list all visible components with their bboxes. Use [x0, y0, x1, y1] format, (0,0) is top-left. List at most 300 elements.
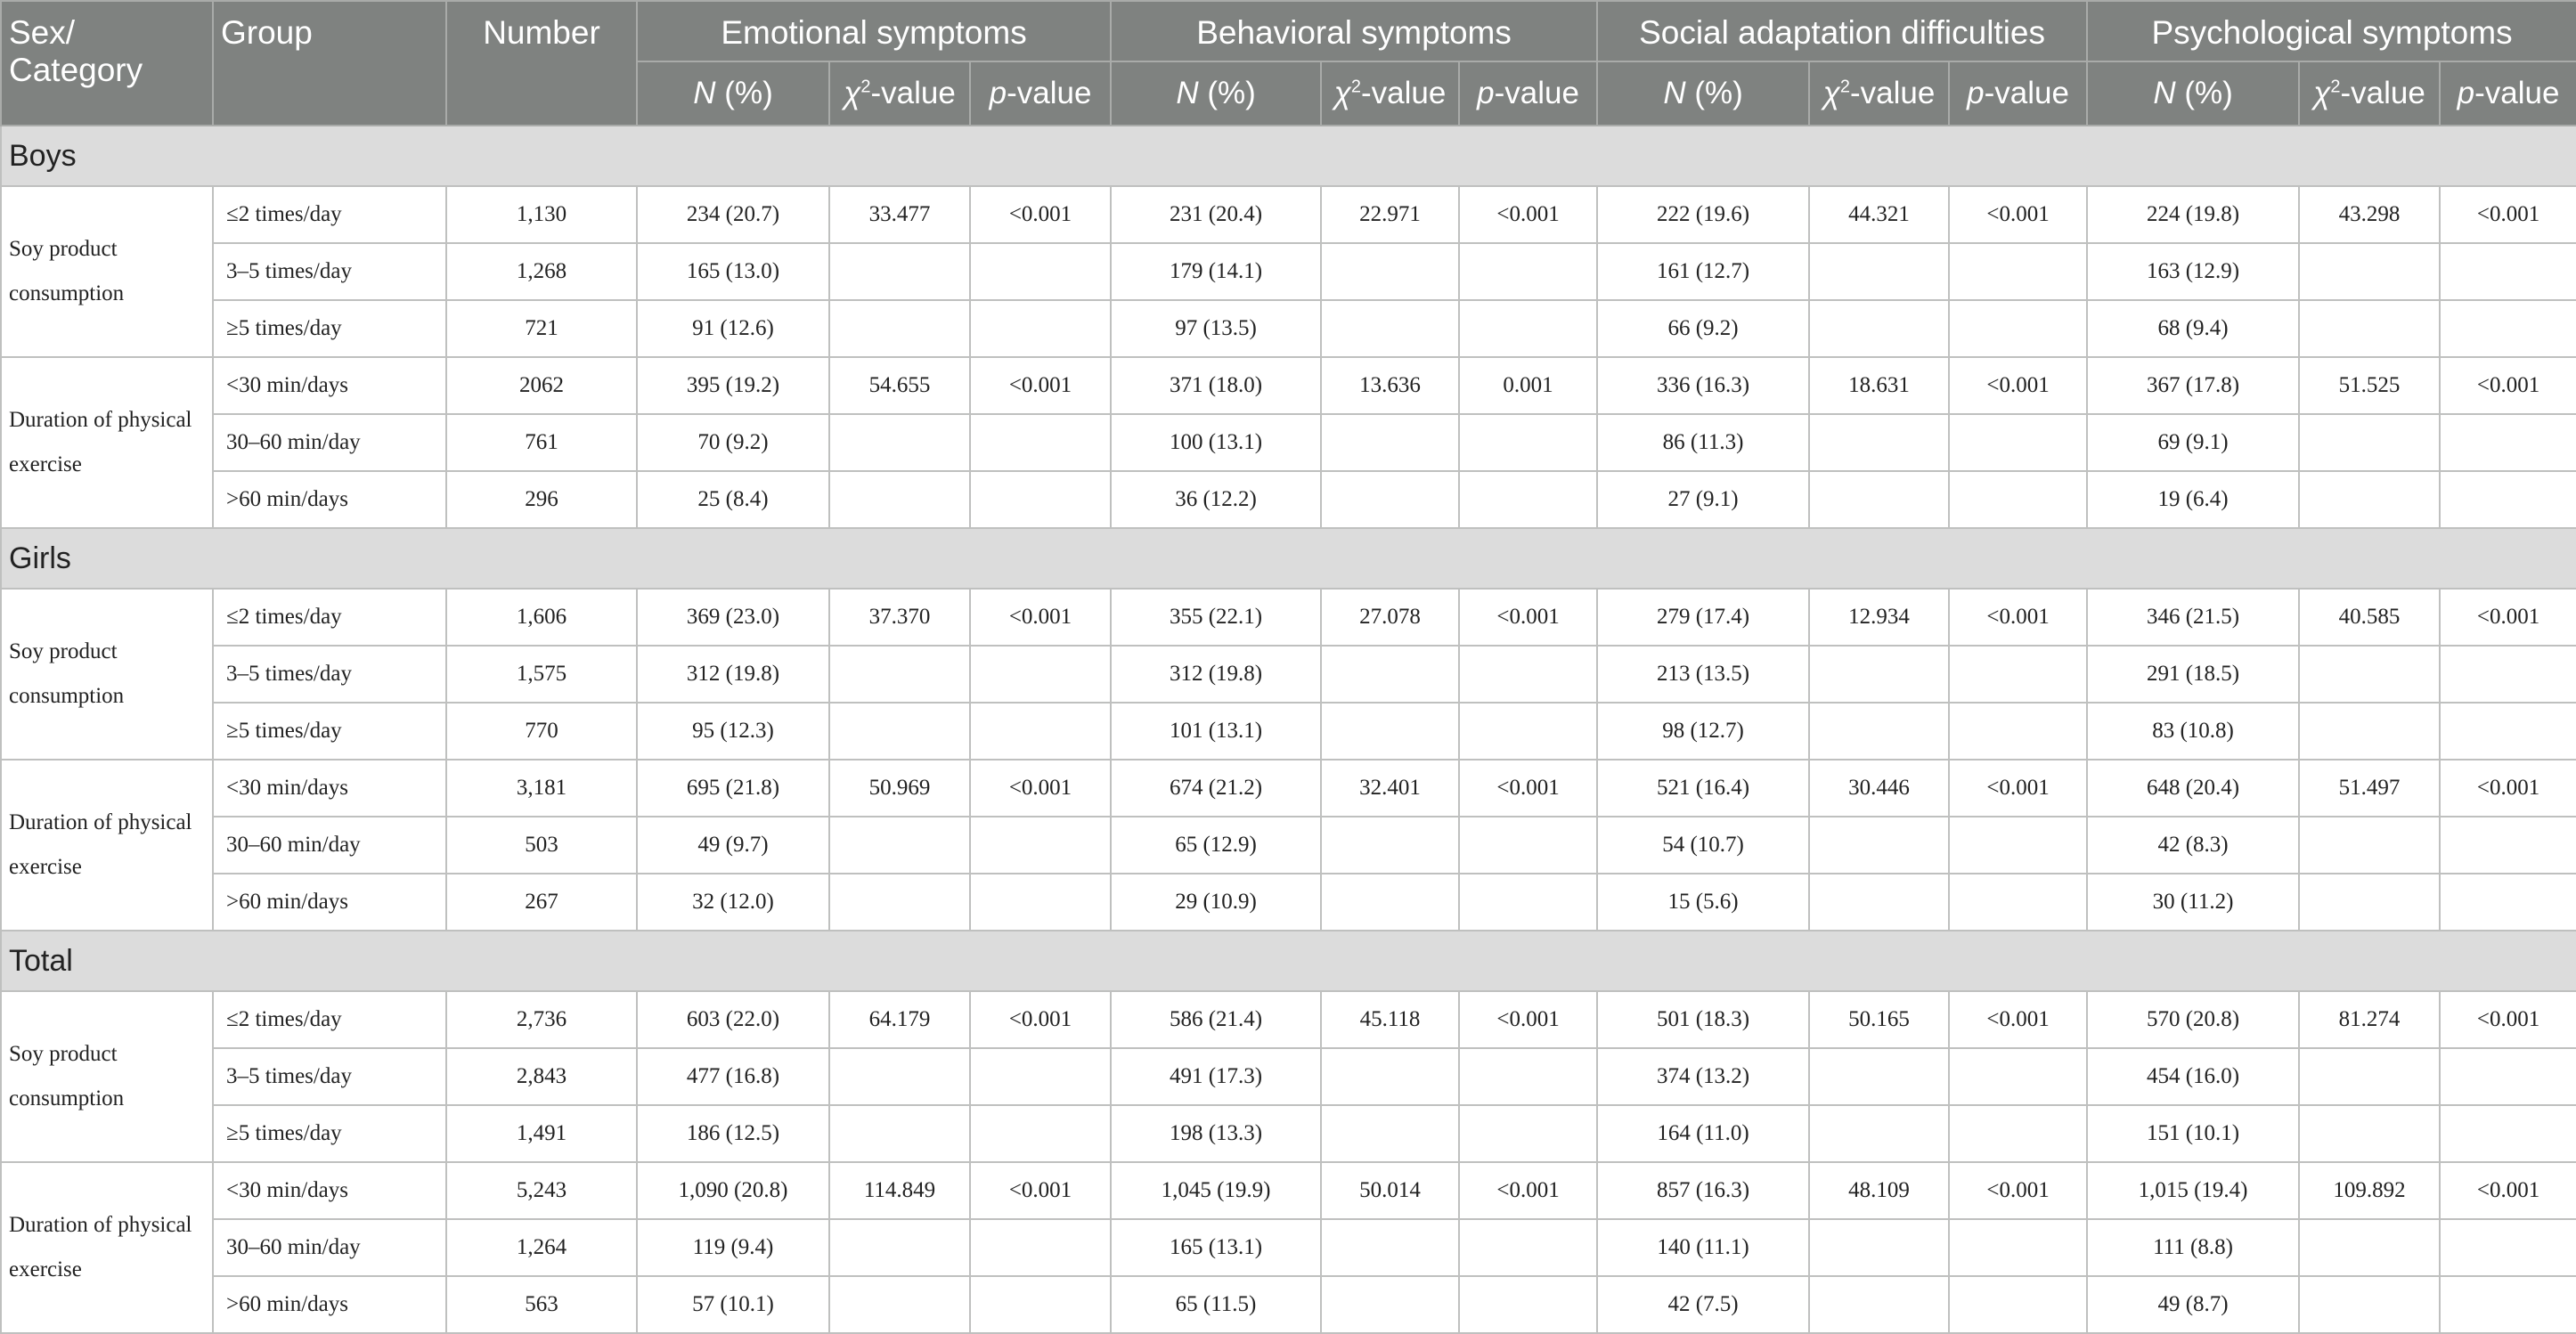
chi-square-cell: [1321, 703, 1459, 760]
chi-square-cell: [2299, 874, 2440, 931]
number-cell: 1,264: [446, 1219, 637, 1276]
p-value-cell: <0.001: [970, 186, 1111, 243]
n-percent-cell: 222 (19.6): [1597, 186, 1809, 243]
table-row: [1, 471, 2576, 528]
group-cell: 30–60 min/day: [213, 817, 446, 874]
p-value-cell: [1459, 243, 1597, 300]
n-percent-cell: 291 (18.5): [2087, 646, 2299, 703]
p-value-cell: [2440, 300, 2576, 357]
chi-square-cell: [829, 414, 970, 471]
group-cell: ≥5 times/day: [213, 1105, 446, 1162]
n-percent-cell: 95 (12.3): [637, 703, 829, 760]
chi-square-cell: 44.321: [1809, 186, 1949, 243]
category-cell: Soy product consumption: [1, 589, 213, 760]
n-percent-cell: 65 (12.9): [1111, 817, 1321, 874]
section-label: Girls: [1, 528, 2576, 589]
p-letter: p: [2457, 76, 2475, 110]
number-cell: 267: [446, 874, 637, 931]
p-value-cell: <0.001: [1949, 186, 2087, 243]
number-cell: 721: [446, 300, 637, 357]
category-cell: Duration of physical exercise: [1, 760, 213, 931]
table-row: [1, 874, 2576, 931]
n-percent-cell: 231 (20.4): [1111, 186, 1321, 243]
chi-square-cell: 114.849: [829, 1162, 970, 1219]
n-percent-cell: 57 (10.1): [637, 1276, 829, 1333]
group-cell: 3–5 times/day: [213, 1048, 446, 1105]
p-value-cell: [1459, 471, 1597, 528]
p-value-cell: [970, 817, 1111, 874]
p-suffix: -value: [2474, 76, 2560, 110]
chi-square-cell: [2299, 646, 2440, 703]
header-outcome-psychological: Psychological symptoms: [2087, 1, 2576, 61]
table-row: [1, 243, 2576, 300]
chi-square-cell: [1321, 471, 1459, 528]
chi-square-cell: [1809, 817, 1949, 874]
section-row: [1, 528, 2576, 589]
chi-square-cell: [1321, 1105, 1459, 1162]
number-cell: 2,736: [446, 991, 637, 1048]
n-percent-cell: 111 (8.8): [2087, 1219, 2299, 1276]
p-value-cell: [2440, 471, 2576, 528]
chi-square-cell: [1809, 1105, 1949, 1162]
n-percent-cell: 279 (17.4): [1597, 589, 1809, 646]
table-row: [1, 991, 2576, 1048]
chi-square-cell: 37.370: [829, 589, 970, 646]
n-percent-cell: 32 (12.0): [637, 874, 829, 931]
chi-superscript: 2: [2330, 77, 2341, 97]
table-row: [1, 1219, 2576, 1276]
n-percent-cell: 1,090 (20.8): [637, 1162, 829, 1219]
group-cell: >60 min/days: [213, 874, 446, 931]
table-row: [1, 817, 2576, 874]
n-percent-cell: 119 (9.4): [637, 1219, 829, 1276]
chi-square-cell: [1809, 703, 1949, 760]
subheader-p-value: [1949, 61, 2087, 126]
p-letter: p: [989, 76, 1007, 110]
number-cell: 2062: [446, 357, 637, 414]
chi-suffix: -value: [870, 76, 956, 110]
p-value-cell: [970, 471, 1111, 528]
p-value-cell: [1459, 1219, 1597, 1276]
chi-square-cell: [1809, 471, 1949, 528]
n-percent-cell: 695 (21.8): [637, 760, 829, 817]
chi-square-cell: [829, 1105, 970, 1162]
n-percent-cell: 161 (12.7): [1597, 243, 1809, 300]
p-value-cell: [970, 703, 1111, 760]
chi-square-cell: [1809, 300, 1949, 357]
p-value-cell: [2440, 243, 2576, 300]
table-body: [1, 126, 2576, 1333]
header-outcome-emotional: Emotional symptoms: [637, 1, 1111, 61]
n-percent-cell: 163 (12.9): [2087, 243, 2299, 300]
chi-square-cell: [2299, 1105, 2440, 1162]
chi-square-cell: 48.109: [1809, 1162, 1949, 1219]
chi-suffix: -value: [1850, 76, 1936, 110]
n-percent-cell: 29 (10.9): [1111, 874, 1321, 931]
n-percent-cell: 54 (10.7): [1597, 817, 1809, 874]
table-row: [1, 186, 2576, 243]
number-cell: 770: [446, 703, 637, 760]
p-value-cell: <0.001: [1949, 991, 2087, 1048]
p-value-cell: [1459, 874, 1597, 931]
n-percent-cell: 165 (13.0): [637, 243, 829, 300]
p-letter: p: [1967, 76, 1985, 110]
chi-square-cell: [1321, 646, 1459, 703]
p-value-cell: [1949, 703, 2087, 760]
group-cell: >60 min/days: [213, 471, 446, 528]
n-percent-cell: 83 (10.8): [2087, 703, 2299, 760]
p-value-cell: [2440, 646, 2576, 703]
n-percent-cell: 186 (12.5): [637, 1105, 829, 1162]
p-value-cell: <0.001: [1459, 760, 1597, 817]
chi-square-cell: 50.014: [1321, 1162, 1459, 1219]
number-cell: 761: [446, 414, 637, 471]
p-value-cell: [2440, 1276, 2576, 1333]
subheader-chi-square: [2299, 61, 2440, 126]
subheader-p-value: [970, 61, 1111, 126]
group-cell: <30 min/days: [213, 1162, 446, 1219]
n-percent-cell: 70 (9.2): [637, 414, 829, 471]
n-percent-cell: 1,015 (19.4): [2087, 1162, 2299, 1219]
n-percent-cell: 477 (16.8): [637, 1048, 829, 1105]
p-value-cell: [1949, 414, 2087, 471]
p-value-cell: [1459, 817, 1597, 874]
table-row: [1, 646, 2576, 703]
n-percent-cell: 1,045 (19.9): [1111, 1162, 1321, 1219]
p-value-cell: [2440, 1219, 2576, 1276]
subheader-chi-symbol: [1823, 76, 1850, 110]
chi-square-cell: 50.969: [829, 760, 970, 817]
chi-square-cell: 30.446: [1809, 760, 1949, 817]
group-cell: 30–60 min/day: [213, 414, 446, 471]
n-percent-cell: 336 (16.3): [1597, 357, 1809, 414]
table-row: [1, 414, 2576, 471]
table-row: [1, 357, 2576, 414]
chi-square-cell: [829, 703, 970, 760]
p-value-cell: [2440, 703, 2576, 760]
n-percent-cell: 30 (11.2): [2087, 874, 2299, 931]
chi-square-cell: 51.497: [2299, 760, 2440, 817]
chi-square-cell: 50.165: [1809, 991, 1949, 1048]
p-value-cell: [1949, 1219, 2087, 1276]
p-value-cell: <0.001: [2440, 760, 2576, 817]
n-percent-cell: 97 (13.5): [1111, 300, 1321, 357]
n-percent-cell: 857 (16.3): [1597, 1162, 1809, 1219]
p-value-cell: [1949, 471, 2087, 528]
table-row: [1, 1276, 2576, 1333]
p-value-cell: [970, 1048, 1111, 1105]
chi-suffix: -value: [2340, 76, 2425, 110]
n-percent-cell: 234 (20.7): [637, 186, 829, 243]
chi-square-cell: [1809, 1048, 1949, 1105]
p-value-cell: [1459, 1048, 1597, 1105]
subheader-chi-symbol: [1334, 76, 1361, 110]
p-value-cell: <0.001: [1459, 991, 1597, 1048]
p-value-cell: [1949, 300, 2087, 357]
subheader-chi-symbol: [2313, 76, 2340, 110]
n-percent-cell: 164 (11.0): [1597, 1105, 1809, 1162]
n-percent-cell: 674 (21.2): [1111, 760, 1321, 817]
n-percent-cell: 140 (11.1): [1597, 1219, 1809, 1276]
p-value-cell: [1949, 243, 2087, 300]
n-percent-cell: 66 (9.2): [1597, 300, 1809, 357]
chi-square-cell: [829, 1276, 970, 1333]
p-value-cell: [1949, 1048, 2087, 1105]
n-percent-cell: 165 (13.1): [1111, 1219, 1321, 1276]
subheader-chi-square: [1809, 61, 1949, 126]
section-row: [1, 126, 2576, 186]
subheader-n-percent: [1111, 61, 1321, 126]
p-value-cell: [2440, 1048, 2576, 1105]
chi-square-cell: [1809, 414, 1949, 471]
p-value-cell: [970, 1276, 1111, 1333]
n-percent-cell: 586 (21.4): [1111, 991, 1321, 1048]
chi-square-cell: [829, 817, 970, 874]
p-value-cell: <0.001: [2440, 357, 2576, 414]
p-value-cell: [1459, 646, 1597, 703]
subheader-p-value: [1459, 61, 1597, 126]
table-row: [1, 760, 2576, 817]
chi-letter: χ: [1333, 76, 1351, 110]
chi-square-cell: 64.179: [829, 991, 970, 1048]
chi-square-cell: [829, 1048, 970, 1105]
header-sex-category: Sex/ Category: [1, 1, 213, 126]
chi-square-cell: [2299, 243, 2440, 300]
n-percent-cell: 374 (13.2): [1597, 1048, 1809, 1105]
p-value-cell: <0.001: [970, 357, 1111, 414]
table-row: [1, 589, 2576, 646]
chi-square-cell: 18.631: [1809, 357, 1949, 414]
p-value-cell: <0.001: [970, 589, 1111, 646]
subheader-chi-square: [1321, 61, 1459, 126]
n-percent-cell: 86 (11.3): [1597, 414, 1809, 471]
chi-square-cell: 43.298: [2299, 186, 2440, 243]
p-value-cell: [1459, 300, 1597, 357]
n-percent-cell: 367 (17.8): [2087, 357, 2299, 414]
chi-square-cell: 81.274: [2299, 991, 2440, 1048]
n-percent-cell: 570 (20.8): [2087, 991, 2299, 1048]
number-cell: 1,491: [446, 1105, 637, 1162]
header-outcome-social: Social adaptation difficulties: [1597, 1, 2087, 61]
chi-square-cell: [2299, 817, 2440, 874]
n-percent-cell: 521 (16.4): [1597, 760, 1809, 817]
chi-square-cell: [1809, 1276, 1949, 1333]
number-cell: 503: [446, 817, 637, 874]
p-value-cell: <0.001: [2440, 186, 2576, 243]
chi-square-cell: [2299, 1048, 2440, 1105]
n-percent-cell: 42 (8.3): [2087, 817, 2299, 874]
number-cell: 3,181: [446, 760, 637, 817]
group-cell: <30 min/days: [213, 357, 446, 414]
n-percent-cell: 91 (12.6): [637, 300, 829, 357]
n-percent-cell: 100 (13.1): [1111, 414, 1321, 471]
subheader-n: N: [1663, 76, 1686, 110]
n-percent-cell: 224 (19.8): [2087, 186, 2299, 243]
p-value-cell: 0.001: [1459, 357, 1597, 414]
p-value-cell: <0.001: [2440, 1162, 2576, 1219]
group-cell: ≤2 times/day: [213, 589, 446, 646]
chi-superscript: 2: [1350, 77, 1361, 97]
p-value-cell: <0.001: [970, 991, 1111, 1048]
group-cell: >60 min/days: [213, 1276, 446, 1333]
n-percent-cell: 151 (10.1): [2087, 1105, 2299, 1162]
section-label: Total: [1, 931, 2576, 991]
n-percent-cell: 603 (22.0): [637, 991, 829, 1048]
chi-square-cell: 33.477: [829, 186, 970, 243]
n-percent-cell: 68 (9.4): [2087, 300, 2299, 357]
subheader-percent: (%): [2175, 76, 2233, 110]
p-value-cell: [1949, 817, 2087, 874]
subheader-n-percent: [2087, 61, 2299, 126]
n-percent-cell: 355 (22.1): [1111, 589, 1321, 646]
n-percent-cell: 19 (6.4): [2087, 471, 2299, 528]
n-percent-cell: 371 (18.0): [1111, 357, 1321, 414]
n-percent-cell: 213 (13.5): [1597, 646, 1809, 703]
p-value-cell: [970, 300, 1111, 357]
chi-square-cell: [2299, 471, 2440, 528]
p-value-cell: [1459, 414, 1597, 471]
chi-square-cell: [1321, 243, 1459, 300]
p-value-cell: <0.001: [1949, 357, 2087, 414]
table-row: [1, 300, 2576, 357]
group-cell: ≤2 times/day: [213, 186, 446, 243]
table-row: [1, 703, 2576, 760]
p-value-cell: [970, 1105, 1111, 1162]
p-value-cell: <0.001: [1459, 186, 1597, 243]
chi-square-cell: 109.892: [2299, 1162, 2440, 1219]
subheader-n-percent: [637, 61, 829, 126]
chi-letter: χ: [2313, 76, 2331, 110]
group-cell: 3–5 times/day: [213, 646, 446, 703]
p-value-cell: [2440, 414, 2576, 471]
category-cell: Soy product consumption: [1, 991, 213, 1162]
chi-square-cell: [829, 874, 970, 931]
chi-square-cell: [1321, 300, 1459, 357]
chi-square-cell: [1809, 243, 1949, 300]
n-percent-cell: 49 (8.7): [2087, 1276, 2299, 1333]
chi-square-cell: [1809, 1219, 1949, 1276]
n-percent-cell: 648 (20.4): [2087, 760, 2299, 817]
chi-square-cell: 32.401: [1321, 760, 1459, 817]
n-percent-cell: 101 (13.1): [1111, 703, 1321, 760]
n-percent-cell: 15 (5.6): [1597, 874, 1809, 931]
subheader-percent: (%): [715, 76, 773, 110]
p-value-cell: [2440, 874, 2576, 931]
chi-square-cell: [2299, 703, 2440, 760]
p-value-cell: [1949, 646, 2087, 703]
n-percent-cell: 179 (14.1): [1111, 243, 1321, 300]
p-value-cell: <0.001: [1459, 1162, 1597, 1219]
n-percent-cell: 346 (21.5): [2087, 589, 2299, 646]
chi-square-cell: 12.934: [1809, 589, 1949, 646]
chi-square-cell: [829, 471, 970, 528]
subheader-percent: (%): [1198, 76, 1256, 110]
chi-suffix: -value: [1360, 76, 1447, 110]
n-percent-cell: 36 (12.2): [1111, 471, 1321, 528]
n-percent-cell: 69 (9.1): [2087, 414, 2299, 471]
p-value-cell: [970, 414, 1111, 471]
n-percent-cell: 42 (7.5): [1597, 1276, 1809, 1333]
n-percent-cell: 395 (19.2): [637, 357, 829, 414]
subheader-percent: (%): [1685, 76, 1743, 110]
header-group: Group: [213, 1, 446, 126]
chi-square-cell: 27.078: [1321, 589, 1459, 646]
group-cell: 30–60 min/day: [213, 1219, 446, 1276]
p-value-cell: <0.001: [1949, 760, 2087, 817]
section-row: [1, 931, 2576, 991]
number-cell: 5,243: [446, 1162, 637, 1219]
p-value-cell: <0.001: [970, 1162, 1111, 1219]
chi-square-cell: [1321, 1048, 1459, 1105]
chi-square-cell: [2299, 414, 2440, 471]
p-value-cell: [970, 243, 1111, 300]
n-percent-cell: 312 (19.8): [1111, 646, 1321, 703]
n-percent-cell: 491 (17.3): [1111, 1048, 1321, 1105]
chi-square-cell: [829, 1219, 970, 1276]
p-value-cell: <0.001: [1949, 1162, 2087, 1219]
n-percent-cell: 27 (9.1): [1597, 471, 1809, 528]
n-percent-cell: 369 (23.0): [637, 589, 829, 646]
number-cell: 2,843: [446, 1048, 637, 1105]
chi-square-cell: [2299, 1219, 2440, 1276]
subheader-chi-symbol: [844, 76, 870, 110]
p-value-cell: [1459, 1105, 1597, 1162]
header-number: Number: [446, 1, 637, 126]
chi-square-cell: 40.585: [2299, 589, 2440, 646]
number-cell: 1,606: [446, 589, 637, 646]
chi-square-cell: 13.636: [1321, 357, 1459, 414]
p-value-cell: <0.001: [2440, 991, 2576, 1048]
chi-square-cell: [1321, 874, 1459, 931]
group-cell: ≥5 times/day: [213, 300, 446, 357]
table-header: [1, 1, 2576, 126]
p-value-cell: [970, 646, 1111, 703]
table-row: [1, 1105, 2576, 1162]
category-cell: Soy product consumption: [1, 186, 213, 357]
p-value-cell: [1949, 1105, 2087, 1162]
chi-letter: χ: [844, 76, 861, 110]
n-percent-cell: 98 (12.7): [1597, 703, 1809, 760]
chi-square-cell: [1321, 1219, 1459, 1276]
p-value-cell: <0.001: [1459, 589, 1597, 646]
subheader-n-percent: [1597, 61, 1809, 126]
chi-square-cell: [1321, 414, 1459, 471]
chi-square-cell: 22.971: [1321, 186, 1459, 243]
subheader-n: N: [693, 76, 716, 110]
subheader-n: N: [2153, 76, 2176, 110]
n-percent-cell: 501 (18.3): [1597, 991, 1809, 1048]
chi-square-cell: [829, 300, 970, 357]
category-cell: Duration of physical exercise: [1, 357, 213, 528]
number-cell: 1,575: [446, 646, 637, 703]
table-row: [1, 1048, 2576, 1105]
n-percent-cell: 65 (11.5): [1111, 1276, 1321, 1333]
p-value-cell: [2440, 817, 2576, 874]
number-cell: 1,268: [446, 243, 637, 300]
chi-letter: χ: [1822, 76, 1840, 110]
p-value-cell: [970, 874, 1111, 931]
chi-square-cell: 54.655: [829, 357, 970, 414]
chi-square-cell: [1321, 1276, 1459, 1333]
p-value-cell: <0.001: [2440, 589, 2576, 646]
chi-square-cell: 51.525: [2299, 357, 2440, 414]
n-percent-cell: 454 (16.0): [2087, 1048, 2299, 1105]
header-outcome-behavioral: Behavioral symptoms: [1111, 1, 1597, 61]
p-value-cell: [1459, 1276, 1597, 1333]
p-value-cell: [2440, 1105, 2576, 1162]
chi-square-cell: [2299, 1276, 2440, 1333]
p-suffix: -value: [1984, 76, 2069, 110]
